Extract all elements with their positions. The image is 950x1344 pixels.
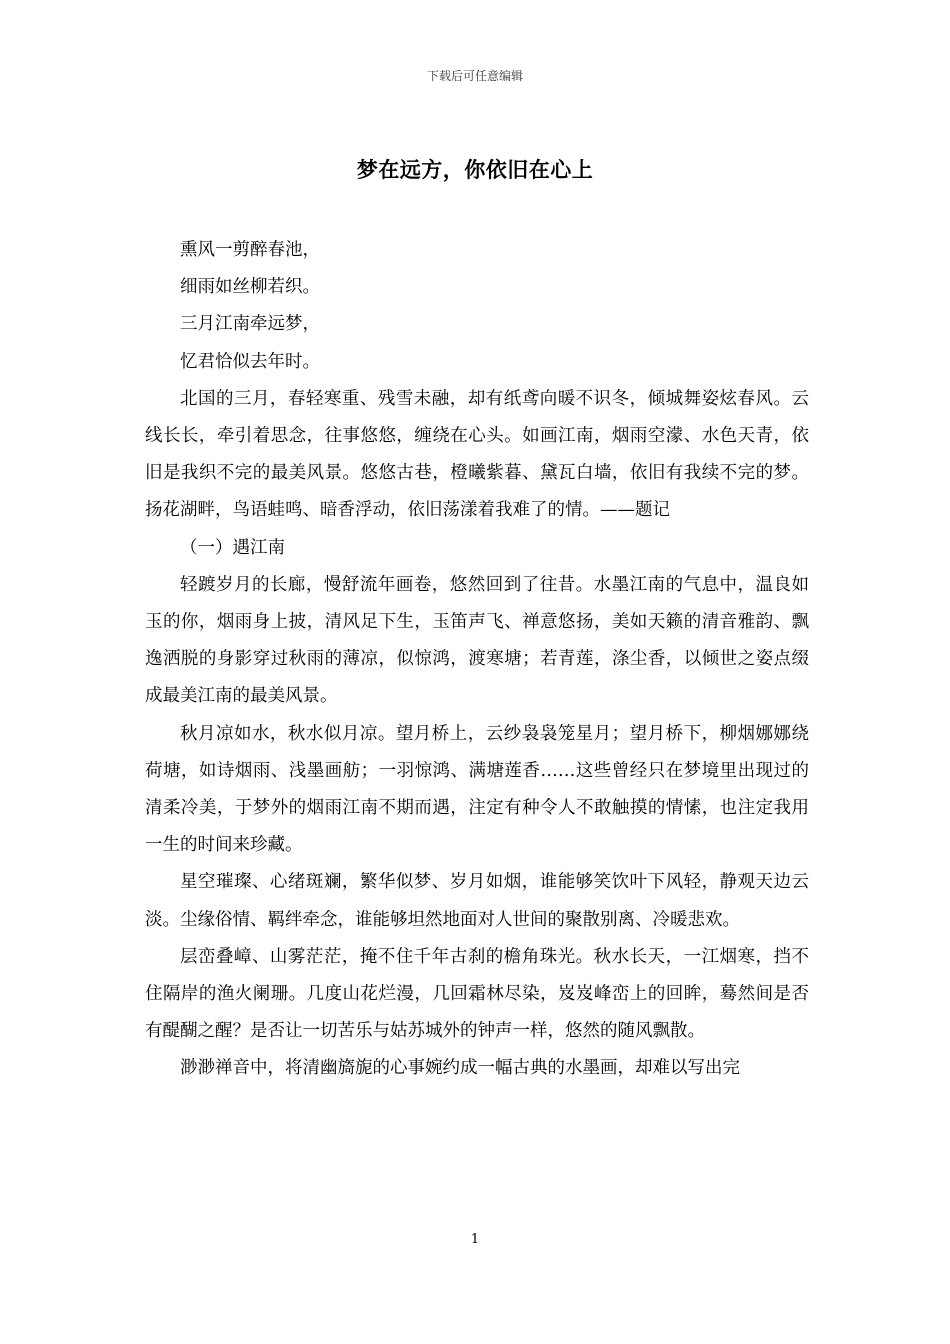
section-heading: （一）遇江南 [180, 537, 285, 558]
body-paragraph: 秋月凉如水，秋水似月凉。望月桥上，云纱袅袅笼星月；望月桥下，柳烟娜娜绕荷塘，如诗烟雨、浅墨画舫；一羽惊鸿、满塘莲香……这些曾经只在梦境里出现过的清柔冷美，于梦外的烟雨江南不期而遇，注定有种令人不敢触摸的情愫，也注定我用一生的时间来珍藏。 [145, 723, 809, 856]
body-paragraph: 轻踱岁月的长廊，慢舒流年画卷，悠然回到了往昔。水墨江南的气息中，温良如玉的你，烟雨身上披，清风足下生，玉笛声飞、禅意悠扬，美如天籁的清音雅韵、飘逸洒脱的身影穿过秋雨的薄凉，似惊鸿，渡寒塘；若青莲，涤尘香，以倾世之姿点缀成最美江南的最美风景。 [145, 574, 809, 707]
poem-line: 熏风一剪醉春池， [180, 240, 320, 260]
page-number: 1 [470, 1232, 480, 1247]
document-body [145, 232, 809, 1088]
poem-line: 细雨如丝柳若织。 [180, 277, 320, 298]
document-title: 梦在远方，你依旧在心上 [356, 157, 594, 182]
poem-line: 三月江南牵远梦， [180, 314, 320, 335]
body-paragraph: 星空璀璨、心绪斑斓，繁华似梦、岁月如烟，谁能够笑饮叶下风轻，静观天边云淡。尘缘俗情、羁绊牵念，谁能够坦然地面对人世间的聚散别离、冷暖悲欢。 [145, 872, 809, 930]
page-header: 下载后可任意编辑 [426, 69, 523, 83]
poem-line: 忆君恰似去年时。 [180, 351, 320, 372]
body-paragraph: 层峦叠嶂、山雾茫茫，掩不住千年古刹的檐角珠光。秋水长天，一江烟寒，挡不住隔岸的渔火阑珊。几度山花烂漫，几回霜林尽染，岌岌峰峦上的回眸，蓦然间是否有醍醐之醒？是否让一切苦乐与姑苏城外的钟声一样，悠然的随风飘散。 [145, 946, 809, 1042]
body-paragraph: 北国的三月，春轻寒重、残雪未融，却有纸鸢向暖不识冬，倾城舞姿炫春风。云线长长，牵引着思念，往事悠悠，缠绕在心头。如画江南，烟雨空濛、水色天青，依旧是我织不完的最美风景。悠悠古巷，橙曦紫暮、黛瓦白墙，依旧有我续不完的梦。扬花湖畔，鸟语蛙鸣、暗香浮动，依旧荡漾着我难了的情。——题记 [145, 388, 809, 521]
body-paragraph: 渺渺禅音中，将清幽旖旎的心事婉约成一幅古典的水墨画，却难以写出完 [180, 1058, 740, 1079]
